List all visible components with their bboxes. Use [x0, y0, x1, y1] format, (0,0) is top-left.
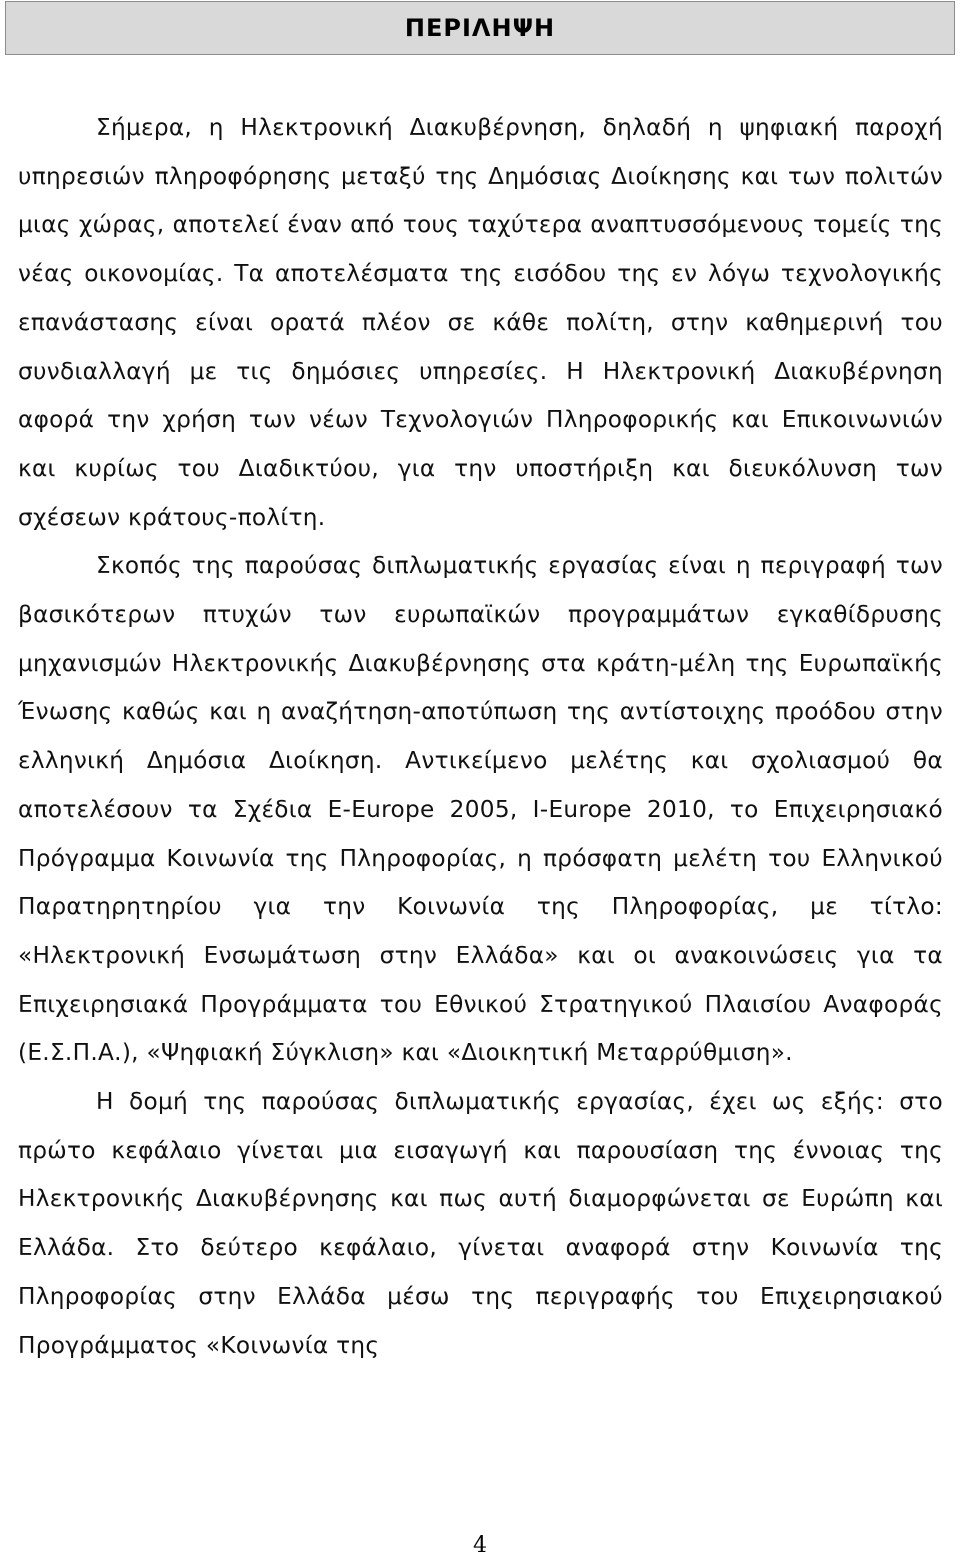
paragraph-introduction: Σήμερα, η Ηλεκτρονική Διακυβέρνηση, δηλαδή η ψηφιακή παροχή υπηρεσιών πληροφόρησης μεταξύ της Δημόσιας Διοίκησης και των πολιτών μιας χώρας, αποτελεί έναν από τους ταχύτερα αναπτυσσόμενους τομείς της νέας οικονομίας. Τα αποτελέσματα της εισόδου της εν λόγω τεχνολογικής επανάστασης είναι ορατά πλέον σε κάθε πολίτη, στην καθημερινή του συνδιαλλαγή με τις δημόσιες υπηρεσίες. Η Ηλεκτρονική Διακυβέρνηση αφορά την χρήση των νέων Τεχνολογιών Πληροφορικής και Επικοινωνιών και κυρίως του Διαδικτύου, για την υποστήριξη και διευκόλυνση των σχέσεων κράτους-πολίτη.	[18, 114, 943, 531]
document-body	[18, 104, 943, 1370]
title-banner	[5, 1, 955, 55]
paragraph-purpose: Σκοπός της παρούσας διπλωματικής εργασίας είναι η περιγραφή των βασικότερων πτυχών των ευρωπαϊκών προγραμμάτων εγκαθίδρυσης μηχανισμών Ηλεκτρονικής Διακυβέρνησης στα κράτη-μέλη της Ευρωπαϊκής Ένωσης καθώς και η αναζήτηση-αποτύπωση της αντίστοιχης προόδου στην ελληνική Δημόσια Διοίκηση. Αντικείμενο μελέτης και σχολιασμού θα αποτελέσουν τα Σχέδια E-Europe 2005, I-Europe 2010, το Επιχειρησιακό Πρόγραμμα Κοινωνία της Πληροφορίας, η πρόσφατη μελέτη του Ελληνικού Παρατηρητηρίου για την Κοινωνία της Πληροφορίας, με τίτλο: «Ηλεκτρονική Ενσωμάτωση στην Ελλάδα» και οι ανακοινώσεις για τα Επιχειρησιακά Προγράμματα του Εθνικού Στρατηγικού Πλαισίου Αναφοράς (Ε.Σ.Π.Α.), «Ψηφιακή Σύγκλιση» και «Διοικητική Μεταρρύθμιση».	[18, 552, 943, 1067]
paragraph-structure: Η δομή της παρούσας διπλωματικής εργασίας, έχει ως εξής: στο πρώτο κεφάλαιο γίνεται μια εισαγωγή και παρουσίαση της έννοιας της Ηλεκτρονικής Διακυβέρνησης και πως αυτή διαμορφώνεται σε Ευρώπη και Ελλάδα. Στο δεύτερο κεφάλαιο, γίνεται αναφορά στην Κοινωνία της Πληροφορίας στην Ελλάδα μέσω της περιγραφής του Επιχειρησιακού Προγράμματος «Κοινωνία της	[18, 1088, 943, 1359]
page-number: 4	[473, 1533, 487, 1558]
page-title: ΠΕΡΙΛΗΨΗ	[404, 14, 556, 42]
